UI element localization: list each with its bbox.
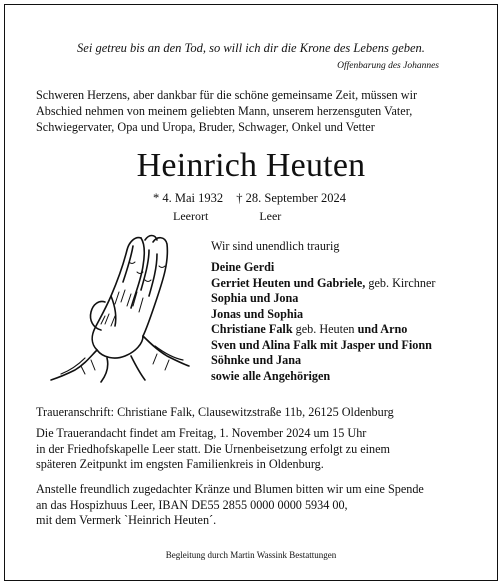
mourner-name: Deine Gerdi	[211, 260, 275, 274]
mourner-line	[211, 369, 435, 385]
donation-notice	[36, 482, 424, 529]
mourner-line	[211, 276, 435, 292]
donation-line: Anstelle freundlich zugedachter Kränze und Blumen bitten wir um eine Spende	[36, 482, 424, 496]
funeral-line: in der Friedhofskapelle Leer statt. Die Urnenbeisetzung erfolgt zu einem	[36, 441, 390, 456]
mourner-name: Jonas und Sophia	[211, 306, 304, 321]
mourner-name: Sophia und Jona	[211, 291, 299, 305]
mourner-name: Gerriet Heuten und Gabriele,	[211, 275, 366, 290]
mourner-line	[211, 322, 435, 338]
mourner-name: Christiane Falk	[211, 322, 293, 336]
intro-line: Schwiegervater, Opa und Uropa, Bruder, Schwager, Onkel und Vetter	[36, 120, 375, 134]
mourner-note: geb. Kirchner	[365, 275, 436, 290]
funeral-line: späteren Zeitpunkt im engsten Familienkreis in Oldenburg.	[36, 457, 324, 471]
funeral-notice	[36, 426, 390, 473]
mourner-list	[211, 260, 435, 384]
mourner-name: sowie alle Angehörigen	[211, 368, 331, 383]
mourner-name: Sven und Alina Falk mit Jasper und Fionn	[211, 337, 432, 352]
motto-source: Offenbarung des Johannes	[337, 61, 439, 71]
motto-verse: Sei getreu bis an den Tod, so will ich dir die Krone des Lebens geben.	[77, 41, 425, 55]
mourner-line	[211, 291, 435, 307]
donation-line: an das Hospizhuus Leer, IBAN DE55 2855 0000 0000 5934 00,	[36, 497, 348, 512]
death-date: † 28. September 2024	[236, 191, 346, 205]
funeral-home-credit: Begleitung durch Martin Wassink Bestattungen	[165, 550, 337, 560]
mourning-intro: Wir sind unendlich traurig	[211, 239, 340, 253]
obituary-card	[4, 4, 498, 581]
birth-date: * 4. Mai 1932	[153, 191, 224, 205]
death-place: Leer	[259, 209, 282, 223]
intro-line: Schweren Herzens, aber dankbar für die schöne gemeinsame Zeit, müssen wir	[36, 88, 418, 102]
mourner-name: Söhnke und Jana	[211, 353, 302, 367]
mourner-line	[211, 307, 435, 323]
donation-line: mit dem Vermerk `Heinrich Heuten´.	[36, 513, 217, 527]
mourner-line	[211, 338, 435, 354]
life-places	[173, 209, 281, 224]
mourning-address: Traueranschrift: Christiane Falk, Clausewitzstraße 11b, 26125 Oldenburg	[36, 405, 394, 419]
intro-text	[36, 87, 417, 135]
birth-place: Leerort	[173, 209, 209, 223]
mourner-name: und Arno	[357, 322, 408, 336]
intro-line: Abschied nehmen von meinem geliebten Mann, unserem herzensguten Vater,	[36, 104, 413, 118]
mourner-line	[211, 260, 435, 276]
mourner-note: geb. Heuten	[292, 322, 358, 336]
deceased-name: Heinrich Heuten	[136, 147, 366, 184]
funeral-line: Die Trauerandacht findet am Freitag, 1. November 2024 um 15 Uhr	[36, 426, 367, 440]
life-dates	[153, 191, 346, 206]
mourner-line	[211, 353, 435, 369]
praying-hands-icon	[45, 232, 191, 384]
